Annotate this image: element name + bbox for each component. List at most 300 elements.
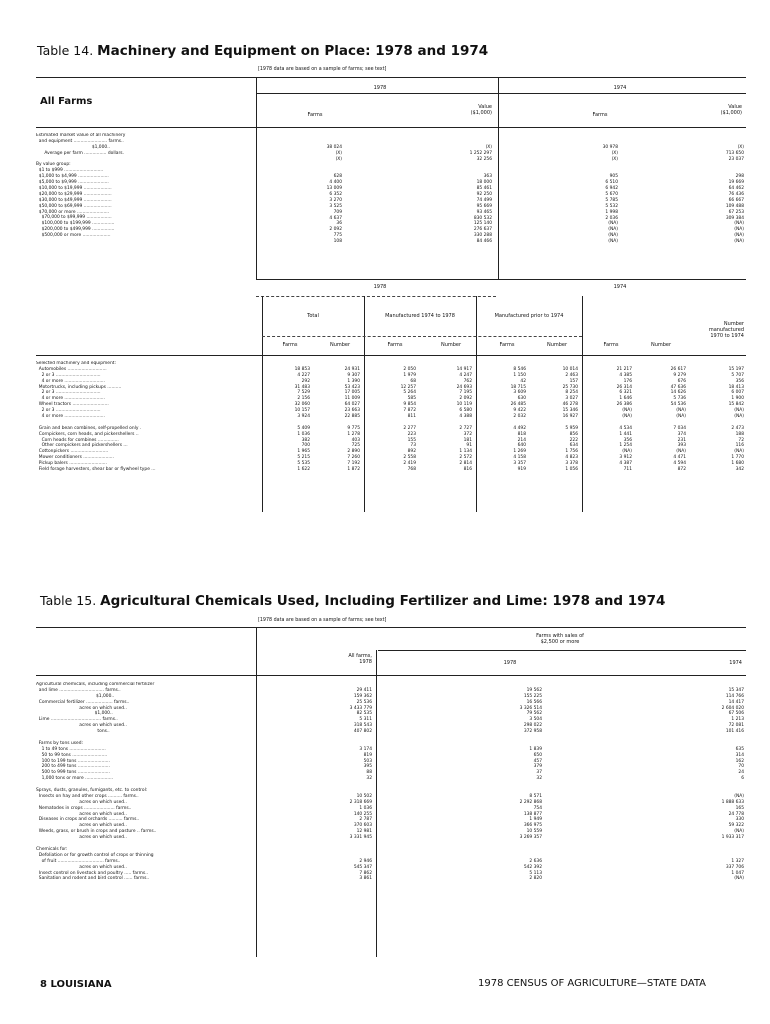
row-label: of fruit ................................. farms.. [36,858,121,864]
row-label: acres on which used.. [36,864,127,870]
table-cell: 6 580 [459,408,472,414]
table-cell: 18 715 [510,384,526,390]
stub-column [36,682,256,882]
table-cell: 6 352 [329,192,342,198]
table-cell: 1 646 [619,396,632,402]
table-cell: (NA) [622,414,632,420]
table-cell: (NA) [734,793,744,799]
table-cell: 15 197 [728,366,744,372]
table-cell: 2 814 [459,461,472,467]
table-cell: 88 [366,770,372,776]
table-cell: 157 [569,378,578,384]
row-label: Average per farm ................ dollars. [36,150,124,156]
table-cell: 125 140 [473,221,492,227]
row-label: Corn heads for combines ............... [36,437,119,443]
table-cell: 2 890 [347,449,360,455]
sales-1978-column [470,682,542,882]
rule [378,650,746,651]
row-label: $1,000.. [36,711,113,717]
table-cell: 140 255 [353,811,372,817]
table-cell: 2 036 [605,215,618,221]
table-cell: (NA) [622,408,632,414]
table-cell: 14 917 [456,366,472,372]
table-cell: 32 060 [294,402,310,408]
table-cell: 72 [738,437,744,443]
table-cell: (NA) [734,449,744,455]
table-cell: (X) [485,144,492,150]
table-cell: 2 946 [359,858,372,864]
divider [476,296,477,356]
table-cell: 276 637 [473,227,492,233]
stub-column [36,133,258,245]
table-cell: (X) [335,150,342,156]
table-cell: (X) [335,156,342,162]
row-label: $1,000 to $4,999 ...................... [36,174,109,180]
table-cell: 10 119 [456,402,472,408]
row-label: acres on which used.. [36,705,127,711]
divider [364,356,365,512]
row-label: Sprays, dusts, granules, fumigants, etc. to control: [36,788,148,794]
table14-number: Table 14. [37,43,94,58]
row-label: acres on which used.. [36,723,127,729]
table-cell: 3 269 357 [519,835,542,841]
rule [36,675,746,676]
table-cell: 114 766 [725,693,744,699]
table-cell: 818 [517,431,526,437]
row-label: tons.. [36,729,110,735]
table-cell: (X) [737,144,744,150]
table-cell: 17 005 [344,390,360,396]
table-cell: 5 532 [605,203,618,209]
table-cell: 47 636 [670,384,686,390]
row-label: 2 or 3 ................................ [36,390,101,396]
row-label: 4 or more ............................. [36,414,105,420]
table-cell: 330 288 [473,233,492,239]
table-cell: 76 436 [728,192,744,198]
data-column [312,361,360,473]
table-cell: 3 270 [329,197,342,203]
table-cell: 4 534 [619,425,632,431]
table-cell: 24 [738,770,744,776]
table-cell: 67 506 [728,711,744,717]
table-cell: 374 [677,431,686,437]
table-cell: 2 727 [459,425,472,431]
row-label: Wheel tractors .......................... [36,402,109,408]
table-cell: 9 307 [347,372,360,378]
table-cell: 628 [333,174,342,180]
data-column [366,361,416,473]
table-cell: 634 [569,443,578,449]
table-cell: 4 594 [673,461,686,467]
divider [582,356,583,512]
rule [256,279,746,280]
table-cell: 356 [623,437,632,443]
table-cell: 5 670 [605,192,618,198]
table-cell: 919 [517,467,526,473]
divider [498,77,499,279]
table-cell: 3 357 [513,461,526,467]
table-cell: 5 113 [529,870,542,876]
table-cell: 4 400 [329,180,342,186]
section-heading: All Farms [40,96,93,107]
table-cell: 10 014 [562,366,578,372]
table-cell: (NA) [734,876,744,882]
table-cell: 223 [407,431,416,437]
table-cell: 109 488 [725,203,744,209]
value-1978-column [420,139,492,245]
table-cell: 155 225 [523,693,542,699]
row-label: $1,000.. [36,144,110,150]
divider [256,627,257,957]
row-label: Sanitation and rodent and bird control ...... farms.. [36,876,150,882]
farms-1978-column [276,139,342,245]
row-label: Automobiles ............................ [36,366,107,372]
table-cell: 2 463 [565,372,578,378]
table-cell: 4 387 [619,461,632,467]
table-cell: 116 [735,443,744,449]
rule [36,355,746,356]
table-cell: 67 253 [728,209,744,215]
row-label: Motortrucks, including pickups .......... [36,384,122,390]
table-cell: 1 872 [347,467,360,473]
table-cell: 7 529 [297,390,310,396]
table-cell: (NA) [676,449,686,455]
table-cell: 155 [407,437,416,443]
row-label: Estimated market value of all machinery [36,133,126,138]
table-cell: 15 346 [562,408,578,414]
table-cell: 73 [410,443,416,449]
row-label: Selected machinery and equipment: [36,361,116,366]
data-column [636,361,686,473]
table-cell: 9 279 [673,372,686,378]
row-label: $30,000 to $49,999 .................... [36,197,112,203]
col-farms: Farms [603,342,619,348]
table-cell: 222 [569,437,578,443]
table-cell: 23 037 [728,156,744,162]
row-label: acres on which used.. [36,823,127,829]
col-value-74: Value ($1,000) [720,104,742,116]
table-cell: 24 693 [456,384,472,390]
row-label: $5,000 to $9,999 ...................... [36,180,109,186]
table-cell: 85 461 [476,186,492,192]
table-cell: 24 931 [344,366,360,372]
rule [36,127,746,128]
table-cell: 1 622 [297,467,310,473]
table-cell: 1 998 [605,209,618,215]
data-column [692,361,744,473]
table-cell: 8 254 [565,390,578,396]
table-cell: 5 264 [403,390,416,396]
table-cell: 26 386 [616,402,632,408]
table-cell: 1 036 [297,431,310,437]
table-cell: 5 535 [297,461,310,467]
table-cell: 1 965 [297,449,310,455]
table-cell: 38 024 [326,144,342,150]
table-cell: 2 820 [529,876,542,882]
row-label: acres on which used.. [36,835,127,841]
table-cell: 36 [336,221,342,227]
rule [36,627,746,628]
row-label: $1,000.. [36,693,115,699]
col-number-mfg-1970-1974: Number manufactured 1970 to 1974 [708,321,744,339]
row-label: $10,000 to $19,999 .................... [36,186,112,192]
row-label: 2 or 3 ................................ [36,372,101,378]
table-cell: 2 156 [297,396,310,402]
divider [262,296,263,356]
table-cell: 14 417 [728,699,744,705]
table-cell: 138 877 [523,811,542,817]
table-cell: 93 465 [476,209,492,215]
table-cell: 700 [301,443,310,449]
table-cell: 905 [609,174,618,180]
row-label [36,239,258,245]
table-cell: 7 195 [459,390,472,396]
sales-1974-column [670,682,744,882]
table-cell: 53 423 [344,384,360,390]
table-cell: 872 [677,467,686,473]
table-cell: 725 [351,443,360,449]
table-cell: 72 081 [728,723,744,729]
table-cell: 892 [407,449,416,455]
table-cell: 372 958 [523,729,542,735]
table-cell: 74 499 [476,197,492,203]
table-cell: 92 250 [476,192,492,198]
table-cell: 5 785 [605,197,618,203]
table-cell: 762 [463,378,472,384]
table15-title [40,593,665,609]
col-value-78: Value ($1,000) [470,104,492,116]
table-cell: 13 009 [326,186,342,192]
row-label: Cornpickers, corn heads, and pickershellers .. [36,431,139,437]
table-cell: 4 385 [619,372,632,378]
table-cell: 768 [407,467,416,473]
table-cell: 66 667 [728,197,744,203]
table-cell: 21 217 [616,366,632,372]
table-cell: 6 [741,776,744,782]
table-cell: 1 213 [731,717,744,723]
table-cell: 337 706 [725,864,744,870]
table-cell: 2 092 [329,227,342,233]
table-cell: 19 562 [526,687,542,693]
table-cell: 2 292 868 [519,799,542,805]
table-cell: 95 669 [476,203,492,209]
table-cell: 3 378 [565,461,578,467]
table-cell: 162 [735,758,744,764]
table-cell: 1 047 [731,870,744,876]
table-cell: 10 157 [294,408,310,414]
row-label: 200 to 499 tons ....................... [36,764,110,770]
table-cell: 231 [677,437,686,443]
col-farms-74: Farms [592,112,608,118]
table-cell: 1 390 [347,378,360,384]
row-label: Mower conditioners ...................... [36,455,114,461]
col-farms: Farms [282,342,298,348]
row-label: Lime .................................... farms.. [36,717,118,723]
row-label: Agricultural chemicals, including commercial fertilizer [36,682,155,687]
col-all-farms-1978: All farms, 1978 [348,653,372,665]
table-cell: 2 787 [359,817,372,823]
table-cell: 2 092 [459,396,472,402]
col-farms: Farms [499,342,515,348]
table-cell: 37 [536,770,542,776]
table-cell: (NA) [734,227,744,233]
table-cell: 309 384 [725,215,744,221]
table-cell: (X) [611,150,618,156]
table-cell: 4 637 [329,215,342,221]
table-cell: 1 150 [513,372,526,378]
table-cell: 407 802 [353,729,372,735]
table-cell: 10 559 [526,829,542,835]
row-label: Farms by tons used: [36,740,83,746]
year-1974: 1974 [613,284,627,290]
table-cell: 10 502 [356,793,372,799]
divider [364,296,365,356]
table-cell: 91 [466,443,472,449]
table-cell: 46 278 [562,402,578,408]
table-cell: 4 158 [513,455,526,461]
table-cell: 292 [301,378,310,384]
table-cell: 12 257 [400,384,416,390]
table-cell: 503 [363,758,372,764]
table-cell: 4 247 [459,372,472,378]
table-cell: 32 [366,776,372,782]
col-mfg-1974-1978: Manufactured 1974 to 1978 [385,313,455,319]
table-cell: 15 347 [728,687,744,693]
row-label: 1 to 49 tons .......................... [36,746,106,752]
table-cell: 3 326 514 [519,705,542,711]
col-number: Number [440,342,462,348]
row-label: acres on which used.. [36,799,127,805]
col-number: Number [546,342,568,348]
row-label: Other cornpickers and pickershellers ... [36,443,128,449]
table-cell: 14 626 [670,390,686,396]
row-label: Commercial fertilizer ................... farms.. [36,699,130,705]
table-cell: 9 422 [513,408,526,414]
table-cell: 713 650 [725,150,744,156]
rule [256,296,496,297]
table-cell: 2 050 [403,366,416,372]
row-label: 500 to 999 tons ....................... [36,770,110,776]
table-cell: 6 942 [605,186,618,192]
table-cell: 3 174 [359,746,372,752]
farms-1974-column [552,139,618,245]
table-cell: 330 [735,817,744,823]
col-farms-with-sales: Farms with sales of $2,500 or more [536,633,584,645]
table-cell: 2 032 [513,414,526,420]
rule [36,77,746,78]
table-cell: 3 331 945 [349,835,372,841]
divider [376,650,377,957]
table-cell: 2 419 [403,461,416,467]
table-cell: 4 471 [673,455,686,461]
table-cell: 68 [410,378,416,384]
table-cell: (NA) [734,414,744,420]
table-cell: 775 [333,233,342,239]
table-cell: 7 034 [673,425,686,431]
table-cell: 3 861 [359,876,372,882]
table-cell: (X) [611,156,618,162]
data-column [584,361,632,473]
row-label: Chemicals for: [36,846,68,852]
value-1974-column [672,139,744,245]
table-cell: (NA) [676,414,686,420]
page-footer-left: 8 LOUISIANA [40,979,112,990]
table-cell: 650 [533,752,542,758]
row-label: 50 to 99 tons ......................... [36,752,108,758]
table-cell: 1 056 [565,467,578,473]
col-farms: Farms [387,342,403,348]
table-cell: 2 604 020 [721,705,744,711]
table-cell: 9 854 [403,402,416,408]
table-cell: 1 252 297 [469,150,492,156]
table-cell: 457 [533,758,542,764]
row-label: $100,000 to $199,999 ................ [36,221,115,227]
row-label: $20,000 to $29,999 .................... [36,191,112,197]
table-cell: 1 327 [731,858,744,864]
table-cell: 811 [407,414,416,420]
divider [262,356,263,512]
rule [262,336,582,337]
row-label: Cottonpickers ........................... [36,449,109,455]
col-mfg-prior-1974: Manufactured prior to 1974 [494,313,564,319]
table-cell: 24 778 [728,811,744,817]
table-cell: 3 912 [619,455,632,461]
table-cell: 542 392 [523,864,542,870]
table-cell: 18 000 [476,180,492,186]
table-cell: 676 [677,378,686,384]
table-cell: 5 707 [731,372,744,378]
table-cell: 5 736 [673,396,686,402]
table-cell: 42 [520,378,526,384]
table-cell: 25 730 [562,384,578,390]
table-cell: 711 [623,467,632,473]
table14-note: [1978 data are based on a sample of farms; see text] [258,67,387,72]
table-cell: 5 959 [565,425,578,431]
table-cell: 1 269 [513,449,526,455]
row-label: and lime ................................ farms.. [36,687,121,693]
table-cell: 4 823 [565,455,578,461]
table-cell: 16 566 [526,699,542,705]
col-number: Number [329,342,351,348]
table-cell: 298 [735,174,744,180]
table-cell: 64 027 [344,402,360,408]
row-label: Grain and bean combines, self-propelled only . [36,425,142,431]
table-cell: 1 888 633 [721,799,744,805]
table14-title [37,43,488,59]
table-cell: (NA) [734,408,744,414]
table-cell: 26 617 [670,366,686,372]
data-column [422,361,472,473]
row-label: 1,000 tons or more .................... [36,776,113,782]
year-1978: 1978 [373,284,387,290]
table-cell: 26 485 [510,402,526,408]
page-footer-right: 1978 CENSUS OF AGRICULTURE—STATE DATA [478,978,707,989]
table-cell: 23 663 [344,408,360,414]
table-cell: 298 022 [523,723,542,729]
table-cell: 181 [463,437,472,443]
table-cell: 545 347 [353,864,372,870]
divider [582,296,583,356]
table-cell: 3 504 [529,717,542,723]
table-cell: 318 543 [353,723,372,729]
table-cell: 12 981 [356,829,372,835]
table-cell: 176 [623,378,632,384]
row-label: 100 to 199 tons ....................... [36,758,110,764]
table-cell: 79 562 [526,711,542,717]
table-cell: (NA) [608,239,618,245]
table-cell: 18 853 [294,366,310,372]
table-cell: 5 215 [297,455,310,461]
